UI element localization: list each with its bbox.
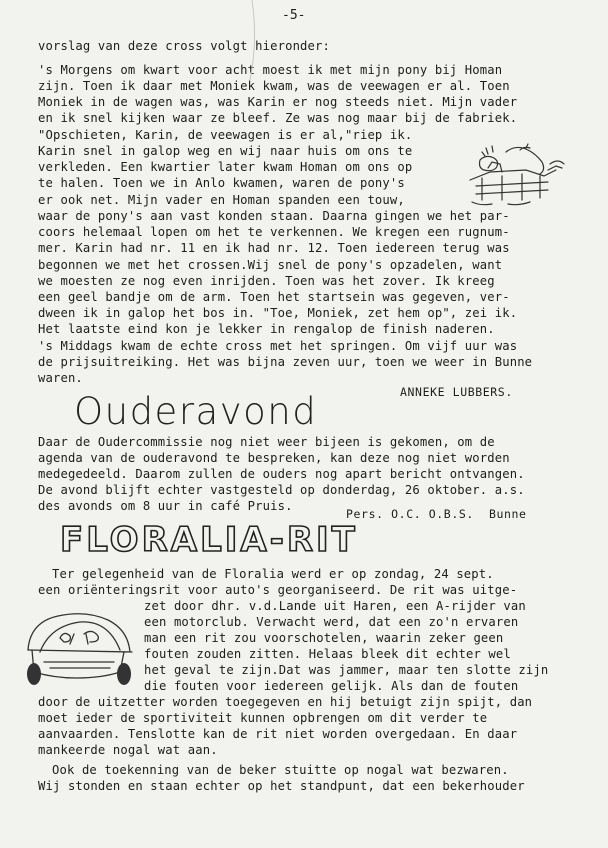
article1-line-8: te halen. Toen we in Anlo kwamen, waren de pony's — [38, 176, 405, 190]
article1-line-6: Karin snel in galop weg en wij naar huis om ons te — [38, 144, 413, 158]
article3-line-13: Wij stonden en staan echter op het standpunt, dat een bekerhouder — [38, 779, 525, 793]
article1-line-5: "Opschieten, Karin, de veewagen is er al,"riep ik. — [38, 128, 413, 142]
article1-line-3: Moniek in de wagen was, was Karin er nog steeds niet. Mijn vader — [38, 95, 518, 109]
article1-line-11: coors helemaal lopen om het te verkennen. We kregen een rugnum- — [38, 225, 510, 239]
article1-line-15: een geel bandje om de arm. Toen het startsein was gegeven, ver- — [38, 290, 510, 304]
article2-line-4: des avonds om 8 uur in café Pruis. — [38, 499, 293, 513]
article1-line-13: begonnen we met het crossen.Wij snel de pony's opzadelen, want — [38, 258, 503, 272]
article1-line-18: 's Middags kwam de echte cross met het springen. Om vijf uur was — [38, 339, 518, 353]
article1-line-2: zijn. Toen ik daar met Moniek kwam, was de veewagen er al. Toen — [38, 79, 510, 93]
article1-line-4: en ik snel kijken waar ze bleef. Ze was nog maar bij de fabriek. — [38, 111, 518, 125]
article1-line-9: er ook net. Mijn vader en Homan spanden een touw, — [38, 193, 405, 207]
article1-line-0: vorslag van deze cross volgt hieronder: — [38, 39, 331, 53]
article1-line-17: Het laatste eind kon je lekker in rengalop de finish naderen. — [38, 322, 495, 336]
article1-line-10: waar de pony's aan vast konden staan. Daarna gingen we het par- — [38, 209, 510, 223]
article2-line-0: Daar de Oudercommissie nog niet weer bijeen is gekomen, om de — [38, 435, 495, 449]
article1-line-7: verkleden. Een kwartier later kwam Homan om ons op — [38, 160, 413, 174]
article3-line-12: Ook de toekenning van de beker stuitte op nogal wat bezwaren. — [52, 763, 509, 777]
article3-line-11: mankeerde nogal wat aan. — [38, 743, 218, 757]
article3-line-10: aanvaarden. Tenslotte kan de rit niet worden overgedaan. En daar — [38, 727, 518, 741]
article3-line-4: man een rit zou voorschotelen, waarin zeker geen — [144, 631, 504, 645]
article3-line-5: fouten zouden zitten. Helaas bleek dit echter wel — [144, 647, 511, 661]
article2-line-1: agenda van de ouderavond te bespreken, kan deze nog niet worden — [38, 451, 510, 465]
ouderavond-heading: Ouderavond — [74, 390, 318, 433]
article3-line-8: door de uitzetter worden toegegeven en hij betuigt zijn spijt, dan — [38, 695, 533, 709]
article3-line-1: een oriënteringsrit voor auto's georganiseerd. De rit was uitge- — [38, 583, 518, 597]
article2-line-3: De avond blijft echter vastgesteld op donderdag, 26 oktober. a.s. — [38, 483, 525, 497]
article2-line-2: medegedeeld. Daarom zullen de ouders nog apart bericht ontvangen. — [38, 467, 525, 481]
article3-line-7: die fouten voor iedereen gelijk. Als dan de fouten — [144, 679, 519, 693]
article1-line-19: de prijsuitreiking. Het was bijna zeven uur, toen we weer in Bunne — [38, 355, 533, 369]
article3-line-6: het geval te zijn.Dat was jammer, maar ten slotte zijn — [144, 663, 549, 677]
article1-line-20: waren. — [38, 371, 83, 385]
article1-line-16: dween ik in galop het bos in. "Toe, Moniek, zet hem op", zei ik. — [38, 306, 518, 320]
car-illustration — [20, 604, 138, 692]
article1-line-1: 's Morgens om kwart voor acht moest ik met mijn pony bij Homan — [38, 63, 503, 77]
article1-line-12: mer. Karin had nr. 11 en ik had nr. 12. Toen iedereen terug was — [38, 241, 510, 255]
article3-line-2: zet door dhr. v.d.Lande uit Haren, een A-rijder van — [144, 599, 526, 613]
article3-line-0: Ter gelegenheid van de Floralia werd er op zondag, 24 sept. — [52, 567, 494, 581]
article1-signature: ANNEKE LUBBERS. — [400, 385, 513, 399]
article2-signature: Pers. O.C. O.B.S. Bunne — [346, 507, 527, 521]
pony-illustration — [462, 140, 570, 212]
article1-line-14: we moesten ze nog even inrijden. Toen was het zover. Ik kreeg — [38, 274, 495, 288]
page-number: -5- — [282, 8, 306, 23]
floralia-rit-heading: FLORALIA-RIT — [60, 520, 358, 560]
article3-line-9: moet ieder de sportiviteit kunnen opbrengen om dit verder te — [38, 711, 488, 725]
article3-line-3: een motorclub. Verwacht werd, dat een zo'n ervaren — [144, 615, 519, 629]
